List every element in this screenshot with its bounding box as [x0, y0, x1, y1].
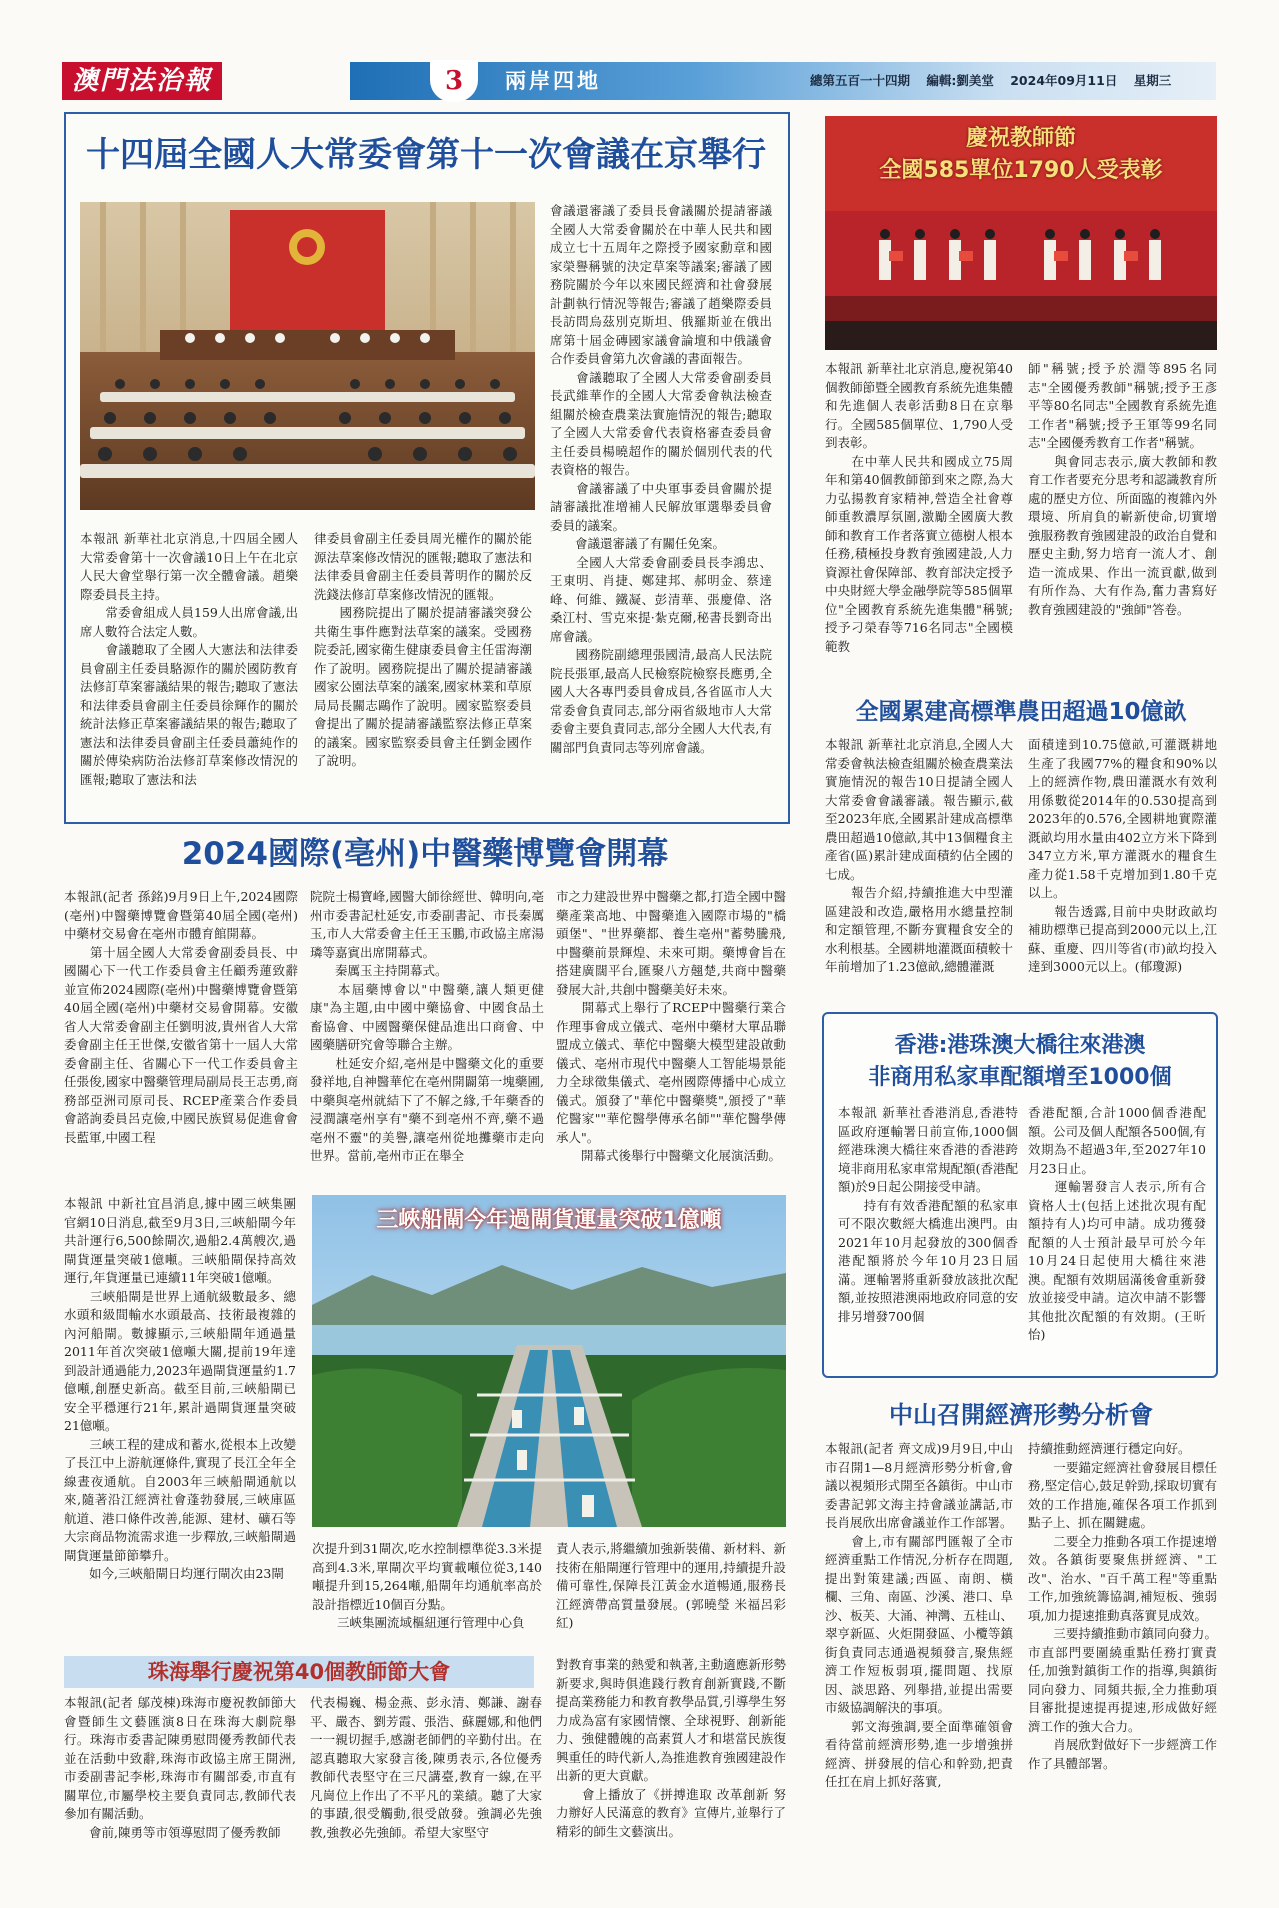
farmland-col-1: 本報訊 新華社北京消息,全國人大常委會執法檢查組關於檢查農業法實施情況的報告10日提請全國人大常委會會議審議。報告顯示,截至2023年底,全國累計建成高標準農田超過10億畝,其中13個糧食主產省(區)累計建成面積約佔全國的七成。 報告介紹,持續推進大中型灌區建設和改造,嚴格用水總量控制和定額管理,不斷夯實糧食安全的水利根基。全國耕地灌溉面積較十年前增加了1.23億畝,總體灌溉	[825, 737, 1013, 974]
npc-headline: 十四屆全國人大常委會第十一次會議在京舉行	[86, 135, 766, 175]
farmland-col-2: 面積達到10.75億畝,可灌溉耕地生產了我國77%的糧食和90%以上的經濟作物,農田灌溉水有效利用係數從2014年的0.530提高到2023年的0.576,全國耕地實際灌溉畝均用水量由402立方米下降到347立方米,單方灌溉水的糧食生產力從1.58千克增加到1.80千克以上。 報告透露,目前中央財政畝均補助標準已提高到2000元以上,江蘇、重慶、四川等省(市)畝均投入達到3000元以上。(郁瓊源)	[1028, 737, 1217, 974]
zhongshan-col-2: 持續推動經濟運行穩定向好。 一要錨定經濟社會發展目標任務,堅定信心,鼓足幹勁,採取切實有效的工作措施,確保各項工作抓到點子上、抓在關鍵處。 二要全力推動各項工作提速增效。各鎮街要聚焦拼經濟、"工改"、治水、"百千萬工程"等重點工作,加強統籌協調,補短板、強弱項,加力提速推動真落實見成效。 三要持續推動市鎮同向發力。市直部門要圍繞重點任務打實責任,加強對鎮街工作的指導,與鎮街同向發力、同頻共振,全力推動項目審批提速提再提速,形成做好經濟工作的強大合力。 肖展欣對做好下一步經濟工作作了具體部署。	[1028, 1441, 1217, 1771]
teachers-headline-line-1: 慶祝教師節	[965, 126, 1076, 151]
zhuhai-col-2: 代表楊巍、楊金燕、彭永清、鄭謙、謝春平、嚴杏、劉芳霞、張浩、蘇麗娜,和他們一一親切握手,感謝老師們的辛勤付出。在認真聽取大家發言後,陳勇表示,各位優秀教師代表堅守在三尺講臺,教育一線,在平凡崗位上作出了不平凡的業績。聽了大家的事蹟,很受觸動,很受啟發。強調必先強教,強教必先強師。希望大家堅守	[310, 1695, 542, 1840]
hk-col-1: 本報訊 新華社香港消息,香港特區政府運輸署日前宣佈,1000個經港珠澳大橋往來香港的香港跨境非商用私家車常規配額(香港配額)於9日起公開接受申請。 持有有效香港配額的私家車可不限次數經大橋進出澳門。由2021年10月起發放的300個香港配額將於今年10月23日屆滿。運輸署將重新發放該批次配額,並按照港澳兩地政府同意的安排另增發700個	[838, 1105, 1018, 1324]
sanxia-headline: 三峽船閘今年過閘貨運量突破1億噸	[376, 1208, 722, 1233]
zhongyi-col-2: 院院士楊寶峰,國醫大師徐經世、韓明向,亳州市委書記杜延安,市委副書記、市長秦厲玉,市人大常委會主任王玉鵬,市政協主席湯璘等嘉賓出席開幕式。 秦厲玉主持開幕式。 本屆藥博會以"中醫藥,讓人類更健康"為主題,由中國中藥協會、中國食品土畜協會、中國醫藥保健品進出口商會、中國藥膳研究會等聯合主辦。 杜延安介紹,亳州是中醫藥文化的重要發祥地,自神醫華佗在亳州開闢第一塊藥圃,中藥與亳州就結下了不解之緣,千年藥香的浸潤讓亳州享有"藥不到亳州不齊,藥不過亳州不靈"的美譽,讓亳州從地攤藥市走向世界。當前,亳州市正在舉全	[310, 889, 544, 1163]
editor: 編輯:劉美堂	[926, 73, 994, 88]
zhuhai-col-1: 本報訊(記者 鄔茂棟)珠海市慶祝教師節大會暨師生文藝匯演8日在珠海大劇院舉行。珠海市委書記陳勇慰問優秀教師代表並在活動中致辭,珠海市政協主席王開洲,市委副書記李彬,珠海市有關部委,市直有關單位,市屬學校主要負責同志,教師代表參加有關活動。 會前,陳勇等市領導慰問了優秀教師	[64, 1695, 296, 1840]
issue-number: 總第五百一十四期	[810, 73, 911, 88]
zhuhai-headline: 珠海舉行慶祝第40個教師節大會	[147, 1660, 451, 1684]
npc-meeting-illustration	[80, 202, 535, 510]
zhongshan-col-1: 本報訊(記者 齊文成)9月9日,中山市召開1—8月經濟形勢分析會,會議以視頻形式開至各鎮街。中山市委書記郭文海主持會議並講話,市長肖展欣出席會議並作工作部署。 會上,市有關部門匯報了全市經濟重點工作情況,分析存在問題,提出對策建議;西區、南朗、橫欄、三角、南區、沙溪、港口、阜沙、板芙、大涌、神灣、五桂山、翠亨新區、火炬開發區、小欖等鎮街負責同志通過視頻發言,聚焦經濟工作短板弱項,擺問題、找原因、談思路、列舉措,並提出需要市級協調解決的事項。 郭文海強調,要全面準確領會看待當前經濟形勢,進一步增強拼經濟、拼發展的信心和幹勁,把責任扛在肩上抓好落實,	[825, 1441, 1013, 1789]
sanxia-left-column: 本報訊 中新社宜昌消息,據中國三峽集團官網10日消息,截至9月3日,三峽船閘今年共計運行6,500餘閘次,過船2.4萬艘次,過閘貨運量突破1億噸。三峽船閘保持高效運行,年貨運量已連續11年突破1億噸。 三峽船閘是世界上通航級數最多、總水頭和級間輸水水頭最高、技術最複雜的內河船閘。數據顯示,三峽船閘年通過量2011年首次突破1億噸大關,提前19年達到設計通過能力,2023年過閘貨運量約1.7億噸,創歷史新高。截至目前,三峽船閘已安全平穩運行21年,累計過閘貨運量突破21億噸。 三峽工程的建成和蓄水,從根本上改變了長江中上游航運條件,實現了長江全年全線晝夜通航。自2003年三峽船閘通航以來,隨著沿江經濟社會蓬勃發展,三峽庫區航道、港口條件改善,能源、建材、礦石等大宗商品物流需求進一步釋放,三峽船閘過閘貨運量節節攀升。 如今,三峽船閘日均運行閘次由23閘	[64, 1196, 296, 1581]
farmland-headline: 全國累建高標準農田超過10億畝	[855, 699, 1187, 725]
teachers-col-1: 本報訊 新華社北京消息,慶祝第40個教師節暨全國教育系統先進集體和先進個人表彰活動8日在京舉行。全國585個單位、1,790人受到表彰。 在中華人民共和國成立75周年和第40個教師節到來之際,為大力弘揚教育家精神,營造全社會尊師重教濃厚氛圍,激勵全國廣大教師和教育工作者落實立德樹人根本任務,積極投身教育強國建設,人力資源社會保障部、教育部決定授予中央財經大學金融學院等585個單位"全國教育系統先進集體"稱號;授予刁榮春等716名同志"全國模範教	[825, 361, 1013, 654]
sanxia-bottom-col-2: 責人表示,將繼續加強新裝備、新材料、新技術在船閘運行管理中的運用,持續提升設備可靠性,保障長江黃金水道暢通,服務長江經濟帶高質量發展。(郭曉瑩 米福呂彩紅)	[556, 1541, 786, 1630]
npc-meeting-photo	[80, 202, 535, 510]
teachers-col-2: 師"稱號;授予於淵等895名同志"全國優秀教師"稱號;授予王彥平等80名同志"全國教育系統先進工作者"稱號;授予王軍等99名同志"全國優秀教育工作者"稱號。 與會同志表示,廣大教師和教育工作者要充分思考和認識教育所處的歷史方位、所面臨的複雜內外環境、所肩負的嶄新使命,切實增強服務教育強國建設的政治自覺和歷史主動,努力培育一流人才、創造一流成果、作出一流貢獻,做到有所作為、大有作為,奮力書寫好教育強國建設的"強師"答卷。	[1028, 361, 1217, 617]
zhongyi-col-3: 市之力建設世界中醫藥之都,打造全國中醫藥產業高地、中醫藥進入國際市場的"橋頭堡"、"世界藥都、養生亳州"蓄勢騰飛,中醫藥前景輝煌、未來可期。藥博會旨在搭建廣闊平台,匯聚八方翹楚,共商中醫藥發展大計,共創中醫藥美好未來。 開幕式上舉行了RCEP中醫藥行業合作理事會成立儀式、亳州中藥材大單品聯盟成立儀式、華佗中醫藥大模型建設啟動儀式、亳州市現代中醫藥人工智能場景能力全球徵集儀式、亳州國際傳播中心成立儀式。頒發了"華佗中醫藥獎",頒授了"華佗醫家""華佗醫學傳承名師""華佗醫學傳承人"。 開幕式後舉行中醫藥文化展演活動。	[556, 889, 786, 1163]
newspaper-logo: 澳門法治報	[62, 62, 222, 100]
npc-right-column: 會議還審議了委員長會議關於提請審議全國人大常委會關於在中華人民共和國成立七十五周年之際授予國家勳章和國家榮譽稱號的決定草案等議案;審議了國務院關於今年以來國民經濟和社會發展計劃執行情況等報告;審議了趙樂際委員長訪問烏茲別克斯坦、俄羅斯並在俄出席第十屆金磚國家議會論壇和中俄議會合作委員會第九次會議的書面報告。 會議聽取了全國人大常委會副委員長武維華作的全國人大常委會執法檢查組關於檢查農業法實施情況的報告;聽取了全國人大常委會代表資格審查委員會主任委員楊曉超作的關於個別代表的代表資格的報告。 會議審議了中央軍事委員會關於提請審議批准增補人民解放軍選舉委員會委員的議案。 會議還審議了有關任免案。 全國人大常委會副委員長李鴻忠、王東明、肖捷、鄭建邦、郝明金、蔡達峰、何維、鐵凝、彭清華、張慶偉、洛桑江村、雪克來提·紮克爾,秘書長劉奇出席會議。 國務院副總理張國清,最高人民法院院長張軍,最高人民檢察院檢察長應勇,全國人大各專門委員會成員,各省區市人大常委會負責同志,部分兩省級地市人大常委會主要負責同志,部分全國人大代表,有關部門負責同志等列席會議。	[550, 203, 772, 755]
hk-col-2: 香港配額,合計1000個香港配額。公司及個人配額各500個,有效期為不超過3年,至2027年10月23日止。 運輸署發言人表示,所有合資格人士(包括上述批次現有配額持有人)均可申請。成功獲發配額的人士預計最早可於今年10月24日起使用大橋往來港澳。配額有效期屆滿後會重新發放並接受申請。這次申請不影響其他批次配額的有效期。(王昕怡)	[1028, 1105, 1206, 1342]
hk-headline-line-2: 非商用私家車配額增至1000個	[868, 1065, 1172, 1090]
npc-bottom-col-2: 律委員會副主任委員周光權作的關於能源法草案修改情況的匯報;聽取了憲法和法律委員會副主任委員菁明作的關於反洗錢法修訂草案修改情況的匯報。 國務院提出了關於提請審議突發公共衛生事件應對法草案的議案。受國務院委託,國家衛生健康委員會主任雷海潮作了說明。國務院提出了關於提請審議國家公園法草案的議案,國家林業和草原局局長關志鷗作了說明。國家監察委員會提出了關於提請審議監察法修正草案的議案。國家監察委員會主任劉金國作了說明。	[314, 531, 532, 768]
three-gorges-locks-illustration	[312, 1195, 786, 1527]
weekday: 星期三	[1133, 73, 1172, 88]
zhuhai-col-3: 對教育事業的熱愛和執著,主動適應新形勢新要求,與時俱進踐行教育創新實踐,不斷提高業務能力和教育教學品質,引導學生努力成為富有家國情懷、全球視野、創新能力、強健體魄的高素質人才和堪當民族復興重任的時代新人,為推進教育強國建設作出新的更大貢獻。 會上播放了《拼搏進取 改革創新 努力辦好人民滿意的教育》宣傳片,並舉行了精彩的師生文藝演出。	[556, 1657, 786, 1839]
hk-headline-line-1: 香港:港珠澳大橋往來港澳	[894, 1033, 1146, 1058]
sanxia-locks-photo	[312, 1195, 786, 1527]
issue-info	[810, 62, 1183, 100]
sanxia-bottom-col-1: 次提升到31閘次,吃水控制標準從3.3米提高到4.3米,單閘次平均實載噸位從3,140噸提升到15,264噸,船閘年均通航率高於設計指標近10個百分點。 三峽集團流域樞紐運行管理中心負	[312, 1541, 542, 1630]
teachers-headline-line-2: 全國585單位1790人受表彰	[879, 158, 1163, 183]
date: 2024年09月11日	[1010, 73, 1118, 88]
npc-bottom-col-1: 本報訊 新華社北京消息,十四屆全國人大常委會第十一次會議10日上午在北京人民大會堂舉行第一次全體會議。趙樂際委員長主持。 常委會組成人員159人出席會議,出席人數符合法定人數。 會議聽取了全國人大憲法和法律委員會副主任委員駱源作的關於國防教育法修訂草案審議結果的報告;聽取了憲法和法律委員會副主任委員徐輝作的關於統計法修正草案審議結果的報告;聽取了憲法和法律委員會副主任委員蕭純作的關於傳染病防治法修訂草案修改情況的匯報;聽取了憲法和法	[80, 531, 298, 787]
masthead	[0, 0, 1279, 110]
section-title: 兩岸四地	[505, 69, 601, 93]
page-number: 3	[430, 60, 478, 102]
zhongyi-col-1: 本報訊(記者 孫銘)9月9日上午,2024國際(亳州)中醫藥博覽會暨第40屆全國(亳州)中藥材交易會在亳州市體育館開幕。 第十屆全國人大常委會副委員長、中國關心下一代工作委員會主任顧秀蓮致辭並宣佈2024國際(亳州)中醫藥博覽會暨第40屆全國(亳州)中藥材交易會開幕。安徽省人大常委會副主任劉明波,貴州省人大常委會副主任王世傑,安徽省第十一屆人大常委會副主任、省關心下一代工作委員會主任張俊,國家中醫藥管理局副局長王志勇,商務部亞洲司原司長、RCEP產業合作委員會諮詢委員呂克儉,中國民族貿易促進會會長藍軍,中國工程	[64, 889, 298, 1145]
zhongyi-headline: 2024國際(亳州)中醫藥博覽會開幕	[181, 836, 669, 872]
zhongshan-headline: 中山召開經濟形勢分析會	[889, 1401, 1153, 1429]
